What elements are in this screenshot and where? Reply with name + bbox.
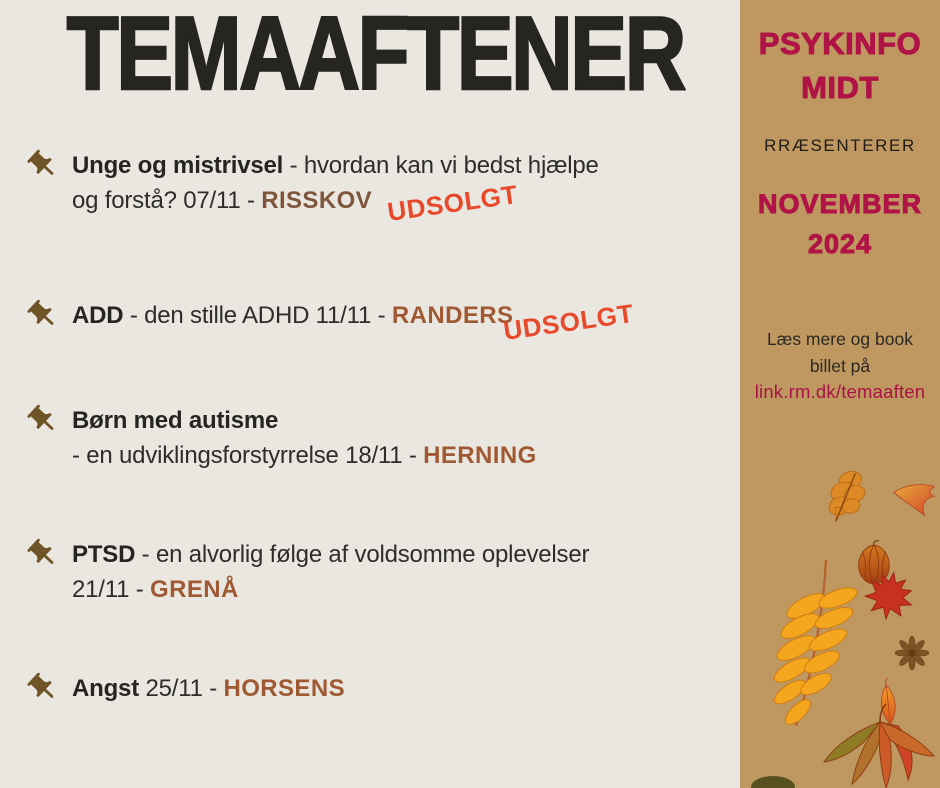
event-month xyxy=(740,184,940,264)
month-label: NOVEMBER xyxy=(757,189,922,219)
bottom-leaf-icon xyxy=(750,774,796,788)
event-date: 25/11 - xyxy=(139,675,224,702)
event-line-1 xyxy=(72,403,537,438)
event-title: PTSD xyxy=(72,541,136,568)
sold-out-stamp: UDSOLGT xyxy=(385,179,520,227)
event-title: Unge og mistrivsel xyxy=(72,152,284,179)
cta-line-2: billet på xyxy=(809,356,871,376)
event-desc: - en udviklingsforstyrrelse 18/11 - xyxy=(72,442,424,469)
pushpin-icon xyxy=(26,298,60,332)
event-line-1 xyxy=(72,298,513,333)
event-desc: - en alvorlig følge af voldsomme oplevelser xyxy=(135,541,590,568)
star-anise-icon xyxy=(895,636,929,670)
booking-link[interactable]: link.rm.dk/temaaften xyxy=(754,381,926,402)
page-title: TEMAAFTENER xyxy=(66,0,684,112)
brand-line-2: MIDT xyxy=(801,70,879,105)
brand-line-1: PSYKINFO xyxy=(758,26,922,61)
event-desc: - hvordan kan vi bedst hjælpe xyxy=(283,152,599,179)
event-title: ADD xyxy=(72,302,124,329)
pushpin-icon xyxy=(26,537,60,571)
event-city: HERNING xyxy=(423,442,537,469)
pushpin-icon xyxy=(26,148,60,182)
event-title: Angst xyxy=(72,675,139,702)
year-label: 2024 xyxy=(807,229,873,259)
event-city: HORSENS xyxy=(223,675,345,702)
event-item-add xyxy=(72,298,513,333)
event-desc: - den stille ADHD 11/11 - xyxy=(123,302,392,329)
creeper-leaf-icon xyxy=(818,700,940,788)
event-line-1 xyxy=(72,537,589,572)
event-title: Børn med autisme xyxy=(72,407,279,434)
event-line-2 xyxy=(72,183,599,218)
event-item-angst xyxy=(72,671,345,706)
event-date: og forstå? 07/11 - xyxy=(72,187,262,214)
slim-leaf-icon xyxy=(892,480,938,520)
event-line-1 xyxy=(72,671,345,706)
sold-out-stamp: UDSOLGT xyxy=(501,298,636,346)
cta-text xyxy=(740,326,940,380)
presents-label: RRÆSENTERER xyxy=(764,136,916,155)
event-date: 21/11 - xyxy=(72,576,151,603)
sidebar xyxy=(740,0,940,788)
pushpin-icon xyxy=(26,403,60,437)
event-item-boern-med-autisme xyxy=(72,403,537,473)
oak-leaf-icon xyxy=(812,459,884,533)
event-line-2 xyxy=(72,572,589,607)
brand-name xyxy=(740,22,940,110)
event-line-2 xyxy=(72,438,537,473)
event-city: RISSKOV xyxy=(261,187,373,214)
event-city: GRENÅ xyxy=(150,576,239,603)
event-line-1 xyxy=(72,148,599,183)
pushpin-icon xyxy=(26,671,60,705)
cta-line-1: Læs mere og book xyxy=(767,329,913,349)
event-city: RANDERS xyxy=(391,302,514,329)
event-item-ptsd xyxy=(72,537,589,607)
